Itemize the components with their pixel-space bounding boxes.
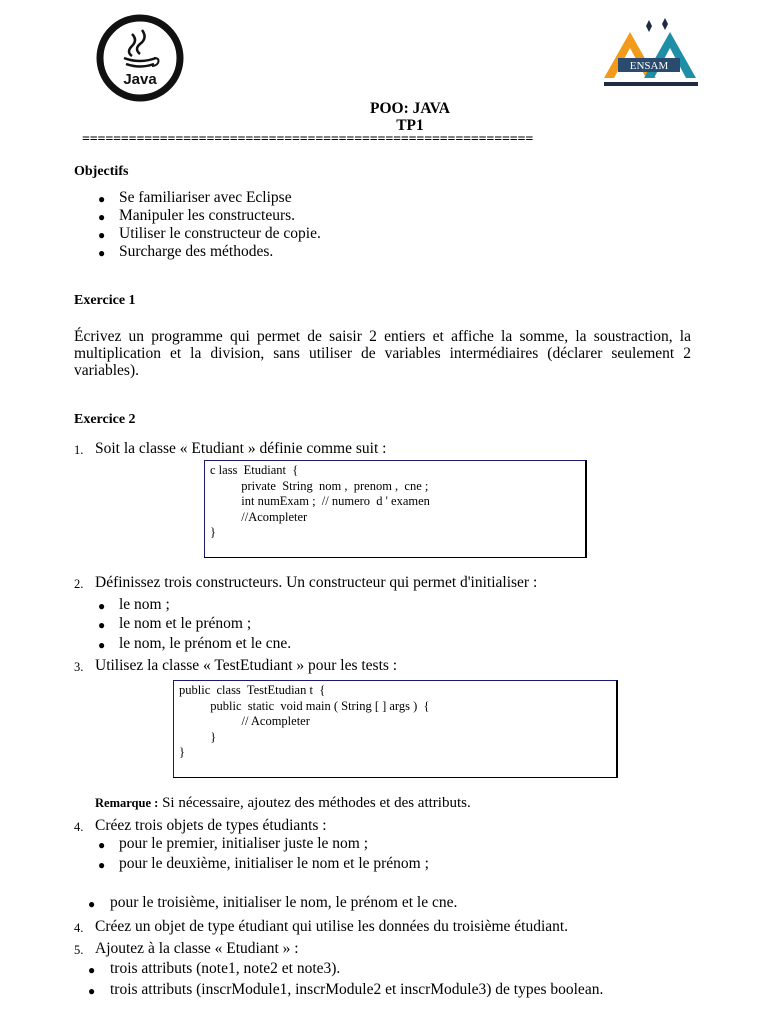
code-line: public class TestEtudian t { (179, 683, 326, 697)
step1-text: Soit la classe « Etudiant » définie comme suit : (95, 440, 387, 457)
objective-item: Se familiariser avec Eclipse (119, 189, 292, 206)
ensam-logo (598, 18, 704, 100)
code-block-testetudiant (173, 680, 618, 777)
remark-label: Remarque : (95, 796, 159, 810)
step5-item: trois attributs (note1, note2 et note3). (110, 960, 341, 977)
code-block-bottom-border (204, 557, 587, 558)
step-number: 5. (74, 943, 84, 957)
code-line: //Acompleter (210, 509, 308, 524)
page-title: POO: JAVA (370, 100, 450, 117)
step4-extra-item: pour le troisième, initialiser le nom, le prénom et le cne. (110, 894, 458, 911)
step-number: 1. (74, 443, 84, 457)
code-line: } (210, 525, 216, 539)
code-line: // Acompleter (179, 714, 310, 728)
step3-text: Utilisez la classe « TestEtudiant » pour les tests : (95, 657, 398, 674)
code-line: } (179, 729, 217, 744)
objective-item: Surcharge des méthodes. (119, 243, 274, 260)
remark (95, 794, 471, 812)
code-block-bottom-border (173, 777, 618, 778)
code-line: public static void main ( String [ ] args ) { (179, 698, 430, 713)
code-block-etudiant (204, 460, 587, 557)
step-number: 4. (74, 820, 84, 834)
step4-item: pour le deuxième, initialiser le nom et le prénom ; (119, 855, 429, 872)
step-number: 2. (74, 577, 84, 591)
ensam-logo-text: ENSAM (629, 60, 669, 72)
exercise1-heading: Exercice 1 (74, 293, 136, 308)
step4-text: Créez trois objets de types étudiants : (95, 817, 327, 834)
exercise2-heading: Exercice 2 (74, 412, 136, 427)
objectives-heading: Objectifs (74, 164, 129, 179)
code-line: c lass Etudiant { (210, 463, 299, 477)
java-logo-text: Java (123, 71, 157, 88)
step2-item: le nom, le prénom et le cne. (119, 635, 292, 652)
objective-item: Utiliser le constructeur de copie. (119, 225, 321, 242)
exercise1-text: Écrivez un programme qui permet de saisir 2 entiers et affiche la somme, la soustraction, la multiplication et la division, sans utiliser de variables intermédiaires (déclarer seulement 2 variables). (74, 328, 691, 379)
step2-text: Définissez trois constructeurs. Un constructeur qui permet d'initialiser : (95, 574, 538, 591)
step4b-text: Créez un objet de type étudiant qui utilise les données du troisième étudiant. (95, 918, 569, 935)
java-logo (96, 14, 184, 102)
code-line: private String nom , prenom , cne ; (210, 478, 429, 493)
separator-line: ========================================================== (82, 132, 534, 147)
code-line: } (179, 745, 185, 759)
step5-item: trois attributs (inscrModule1, inscrModule2 et inscrModule3) de types boolean. (110, 981, 604, 998)
remark-text: Si nécessaire, ajoutez des méthodes et des attributs. (158, 795, 471, 811)
step2-item: le nom et le prénom ; (119, 615, 252, 632)
step-number: 4. (74, 921, 84, 935)
step2-item: le nom ; (119, 596, 170, 613)
step5-text: Ajoutez à la classe « Etudiant » : (95, 940, 299, 957)
page-subtitle: TP1 (396, 117, 424, 134)
code-line: int numExam ; // numero d ' examen (210, 494, 430, 508)
step4-item: pour le premier, initialiser juste le nom ; (119, 835, 369, 852)
objective-item: Manipuler les constructeurs. (119, 207, 296, 224)
step-number: 3. (74, 660, 84, 674)
